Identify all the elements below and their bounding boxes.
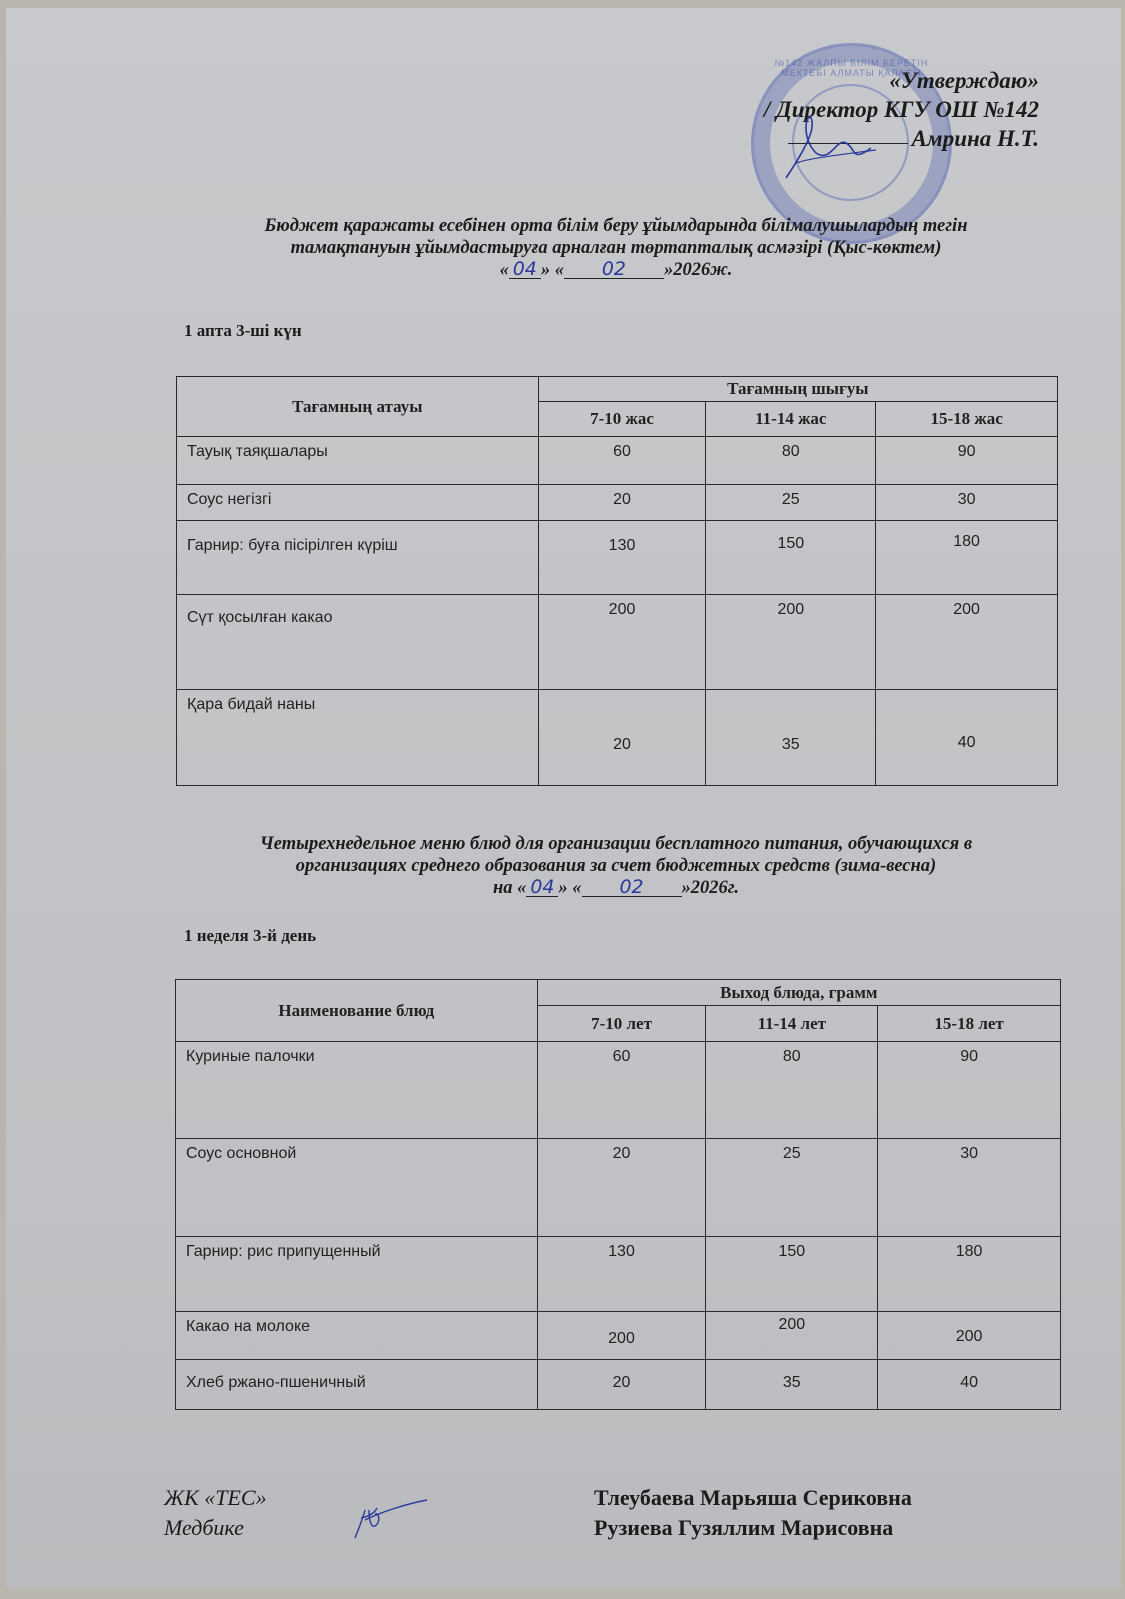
director-signature — [776, 108, 886, 188]
kz-age-col: 7-10 жас — [538, 402, 706, 437]
ru-date-month: 02 — [582, 878, 682, 897]
ru-date-day: 04 — [526, 878, 558, 897]
kz-age-col: 11-14 жас — [706, 402, 876, 437]
footer-person2: Рузиева Гузяллим Марисовна — [594, 1515, 894, 1540]
dish-value: 60 — [537, 1042, 706, 1139]
kz-title — [156, 215, 1076, 281]
kz-subheading: 1 апта 3-ші күн — [184, 321, 302, 340]
kz-date-month: 02 — [564, 260, 664, 279]
table-row — [176, 1042, 1061, 1139]
dish-name: Какао на молоке — [176, 1312, 538, 1360]
dish-name: Гарнир: рис припущенный — [176, 1237, 538, 1312]
dish-value: 180 — [878, 1237, 1061, 1312]
ru-age-col: 15-18 лет — [878, 1006, 1061, 1042]
dish-value: 20 — [537, 1139, 706, 1237]
dish-value: 20 — [537, 1360, 706, 1410]
dish-value: 35 — [706, 690, 876, 786]
dish-value: 25 — [706, 485, 876, 521]
table-row — [176, 1139, 1061, 1237]
dish-value: 90 — [878, 1042, 1061, 1139]
dish-value: 30 — [876, 485, 1058, 521]
dish-value: 150 — [706, 1237, 878, 1312]
ru-subheading: 1 неделя 3-й день — [184, 926, 317, 945]
footer-right — [594, 1483, 912, 1543]
dish-value: 180 — [876, 521, 1058, 595]
table-row — [177, 485, 1058, 521]
dish-name: Қара бидай наны — [177, 690, 539, 786]
dish-value: 35 — [706, 1360, 878, 1410]
kz-age-col: 15-18 жас — [876, 402, 1058, 437]
ru-age-col: 7-10 лет — [537, 1006, 706, 1042]
document-page — [6, 8, 1121, 1588]
footer-person1: Тлеубаева Марьяша Сериковна — [594, 1485, 912, 1510]
ru-col-group-header: Выход блюда, грамм — [537, 980, 1060, 1006]
kz-date-mid: » « — [540, 260, 564, 280]
ru-date — [156, 877, 1076, 899]
dish-value: 200 — [878, 1312, 1061, 1360]
kz-date-open: « — [499, 260, 509, 280]
ru-age-col: 11-14 лет — [706, 1006, 878, 1042]
dish-name: Хлеб ржано-пшеничный — [176, 1360, 538, 1410]
ru-date-open: на « — [493, 878, 527, 898]
dish-name: Сүт қосылған какао — [177, 595, 539, 690]
dish-value: 40 — [878, 1360, 1061, 1410]
kz-date-close: »2026ж. — [663, 260, 733, 280]
approval-title: «Утверждаю» — [889, 68, 1039, 93]
table-row — [176, 1237, 1061, 1312]
approval-name: Амрина Н.Т. — [911, 126, 1039, 151]
dish-value: 130 — [537, 1237, 706, 1312]
dish-value: 25 — [706, 1139, 878, 1237]
dish-value: 30 — [878, 1139, 1061, 1237]
dish-value: 130 — [538, 521, 706, 595]
dish-value: 20 — [538, 485, 706, 521]
dish-name: Соус негізгі — [177, 485, 539, 521]
dish-value: 80 — [706, 1042, 878, 1139]
kz-title-line1: Бюджет қаражаты есебінен орта білім беру ұйымдарында білімалушылардың тегін — [264, 216, 968, 236]
table-row — [177, 595, 1058, 690]
ru-col-name-header: Наименование блюд — [176, 980, 538, 1042]
dish-value: 150 — [706, 521, 876, 595]
dish-value: 40 — [876, 690, 1058, 786]
dish-value: 200 — [537, 1312, 706, 1360]
kz-col-name-header: Тағамның атауы — [177, 377, 539, 437]
kz-date-day: 04 — [509, 260, 541, 279]
kz-date — [156, 259, 1076, 281]
dish-value: 200 — [706, 595, 876, 690]
dish-value: 200 — [706, 1312, 878, 1360]
dish-value: 90 — [876, 437, 1058, 485]
ru-title-line1: Четырехнедельное меню блюд для организации бесплатного питания, обучающихся в — [259, 834, 973, 854]
ru-date-mid: » « — [558, 878, 582, 898]
kz-title-line2: тамақтануын ұйымдастыруға арналған төртапталық асмәзірі (Қыс-көктем) — [290, 238, 942, 258]
kz-col-group-header: Тағамның шығуы — [538, 377, 1057, 402]
ru-title-line2: организациях среднего образования за счет бюджетных средств (зима-весна) — [295, 856, 937, 876]
approval-position: / Директор КГУ ОШ №142 — [763, 97, 1039, 122]
dish-value: 200 — [538, 595, 706, 690]
ru-date-close: »2026г. — [681, 878, 739, 898]
dish-name: Гарнир: буға пісірілген күріш — [177, 521, 539, 595]
dish-value: 60 — [538, 437, 706, 485]
dish-value: 20 — [538, 690, 706, 786]
footer-role: Медбике — [164, 1515, 244, 1540]
medic-signature — [351, 1498, 431, 1548]
kz-menu-table — [176, 376, 1058, 786]
dish-name: Соус основной — [176, 1139, 538, 1237]
table-row — [176, 1360, 1061, 1410]
table-row — [177, 521, 1058, 595]
dish-name: Тауық таяқшалары — [177, 437, 539, 485]
table-row — [177, 690, 1058, 786]
table-row — [177, 437, 1058, 485]
footer-org: ЖК «ТЕС» — [164, 1485, 267, 1510]
stamp-text: №142 ЖАЛПЫ БІЛІМ БЕРЕТІН МЕКТЕБІ АЛМАТЫ ҚАЛАСЫ — [774, 58, 929, 78]
dish-name: Куриные палочки — [176, 1042, 538, 1139]
table-row — [176, 1312, 1061, 1360]
footer-left — [164, 1483, 267, 1543]
dish-value: 80 — [706, 437, 876, 485]
ru-menu-table — [175, 979, 1061, 1410]
ru-title — [156, 833, 1076, 899]
dish-value: 200 — [876, 595, 1058, 690]
